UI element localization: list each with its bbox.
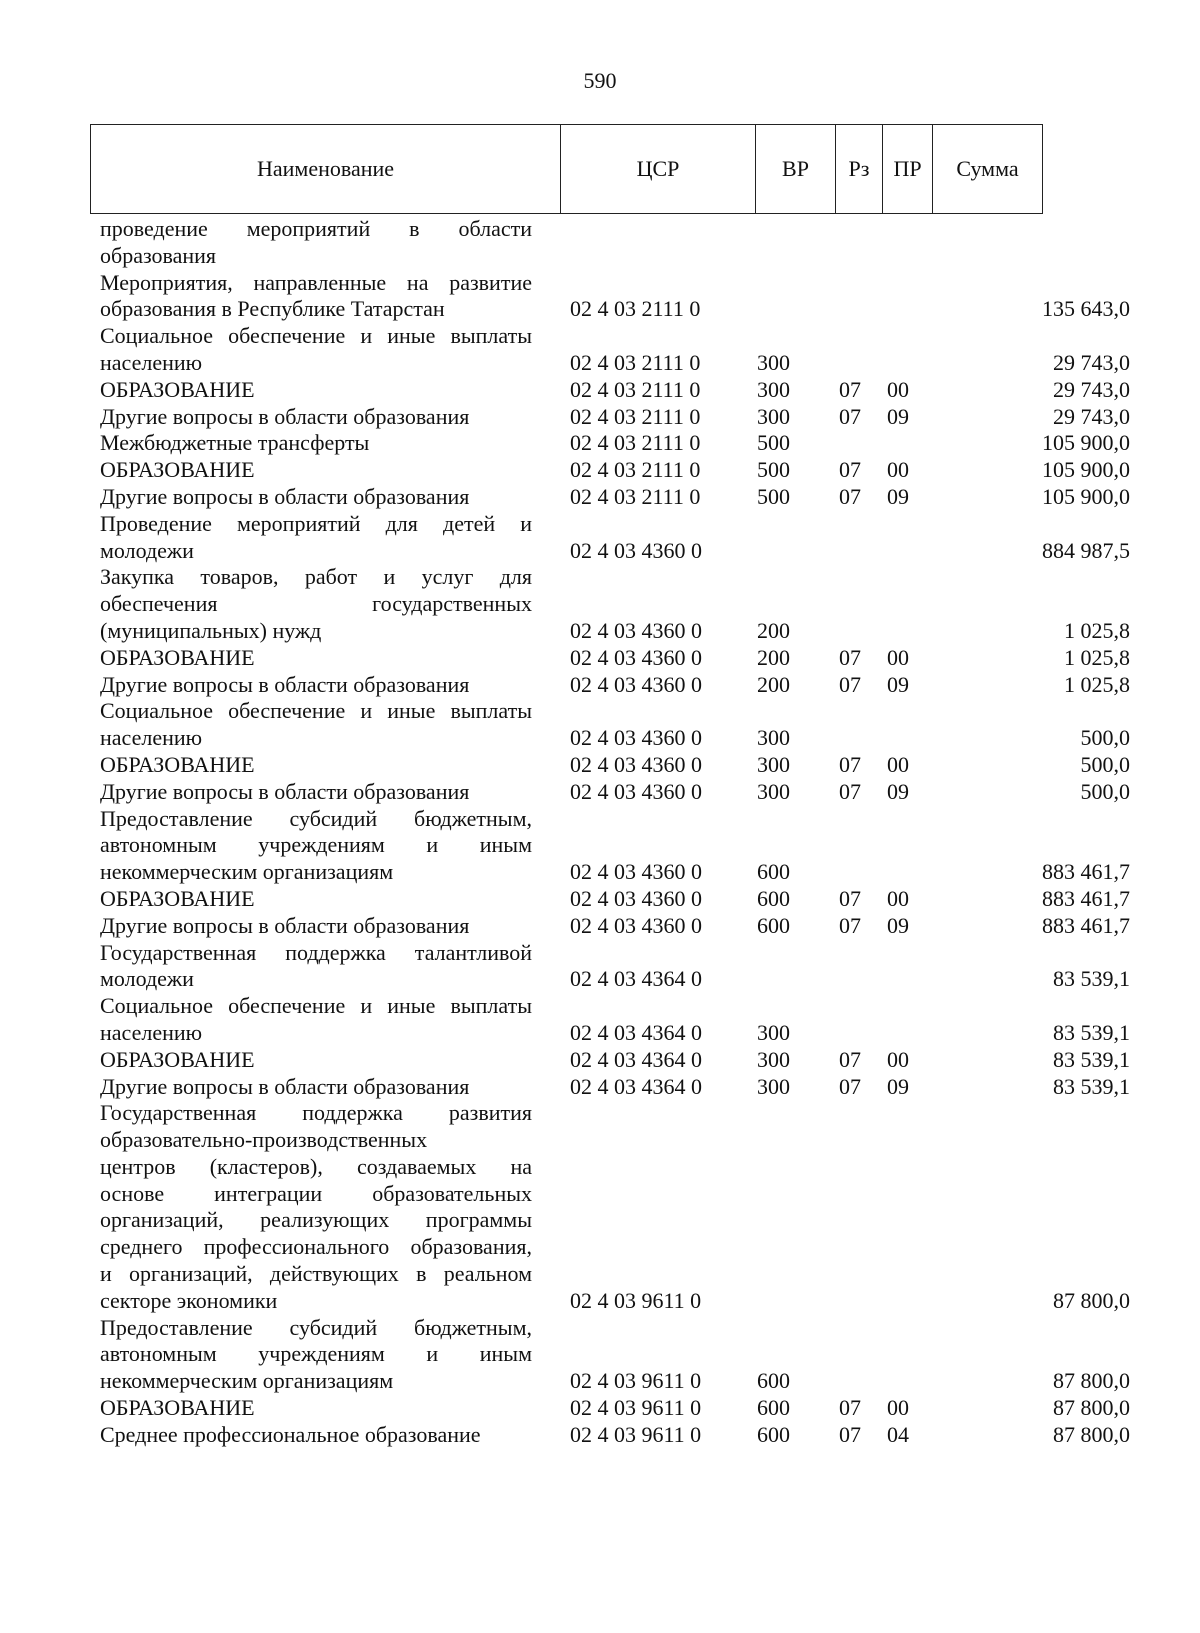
row-name-line: ОБРАЗОВАНИЕ [100, 376, 255, 402]
row-vr: 300 [757, 1046, 790, 1072]
spacer [532, 940, 570, 994]
row-vr [757, 216, 839, 270]
spacer [532, 1100, 570, 1314]
row-pr [887, 698, 1010, 752]
row-vr: 300 [757, 349, 790, 375]
row-csr: 02 4 03 4360 0 [570, 725, 702, 751]
row-rz [839, 940, 887, 994]
row-vr: 300 [757, 403, 790, 429]
table-row [100, 1422, 1130, 1449]
row-name-line: Социальное обеспечение и иные выплаты [100, 698, 532, 724]
row-rz [839, 430, 887, 457]
row-rz: 07 [839, 403, 861, 429]
row-name [100, 698, 532, 752]
row-csr: 02 4 03 4360 0 [570, 859, 702, 885]
table-header [90, 124, 1043, 214]
col-header-rz: Рз [836, 125, 883, 214]
row-csr: 02 4 03 9611 0 [570, 1395, 702, 1421]
spacer [532, 1315, 570, 1395]
row-sum: 29 743,0 [1053, 376, 1130, 402]
row-name [100, 564, 532, 644]
row-name-line: образовательно-производственных [100, 1127, 428, 1153]
spacer [532, 913, 570, 940]
row-name [100, 1047, 532, 1074]
table-row [100, 886, 1130, 913]
row-sum [1010, 216, 1130, 270]
row-name [100, 457, 532, 484]
row-rz: 07 [839, 751, 861, 777]
table-row [100, 993, 1130, 1047]
row-vr: 600 [757, 1368, 790, 1394]
row-name-line: (муниципальных) нужд [100, 617, 322, 643]
row-name [100, 645, 532, 672]
row-name-line: Другие вопросы в области образования [100, 912, 470, 938]
row-vr: 300 [757, 751, 790, 777]
row-csr: 02 4 03 4364 0 [570, 1019, 702, 1045]
spacer [532, 484, 570, 511]
row-rz [839, 270, 887, 324]
spacer [532, 672, 570, 699]
row-pr [887, 940, 1010, 994]
row-csr: 02 4 03 4360 0 [570, 778, 702, 804]
spacer [532, 216, 570, 270]
row-pr: 09 [887, 1073, 909, 1099]
row-name-line: автономным учреждениям и иным [100, 832, 532, 858]
row-rz [839, 511, 887, 565]
row-csr: 02 4 03 4364 0 [570, 966, 702, 992]
row-sum: 29 743,0 [1053, 349, 1130, 375]
row-csr: 02 4 03 4360 0 [570, 537, 702, 563]
row-name-line: среднего профессионального образования, [100, 1234, 532, 1260]
row-csr: 02 4 03 4360 0 [570, 885, 702, 911]
table-row [100, 484, 1130, 511]
row-sum: 83 539,1 [1053, 1046, 1130, 1072]
row-sum: 87 800,0 [1053, 1421, 1130, 1447]
row-name-line: секторе экономики [100, 1287, 278, 1313]
row-name-line: населению [100, 1019, 203, 1045]
spacer [532, 1422, 570, 1449]
row-pr: 09 [887, 671, 909, 697]
table-row [100, 564, 1130, 644]
col-header-pr: ПР [883, 125, 933, 214]
row-name-line: основе интеграции образовательных [100, 1180, 532, 1206]
row-sum: 500,0 [1080, 778, 1130, 804]
row-rz: 07 [839, 1073, 861, 1099]
row-vr: 600 [757, 885, 790, 911]
row-rz [839, 993, 887, 1047]
row-pr: 09 [887, 403, 909, 429]
row-rz: 07 [839, 457, 861, 483]
row-vr [757, 270, 839, 324]
row-name-line: Мероприятия, направленные на развитие [100, 269, 532, 295]
row-rz [839, 323, 887, 377]
row-pr: 09 [887, 778, 909, 804]
row-name-line: Проведение мероприятий для детей и [100, 510, 532, 536]
table-row [100, 270, 1130, 324]
row-pr: 00 [887, 376, 909, 402]
row-name [100, 993, 532, 1047]
row-name [100, 1422, 532, 1449]
table-row [100, 1395, 1130, 1422]
row-name-line: Другие вопросы в области образования [100, 403, 470, 429]
row-name-line: Другие вопросы в области образования [100, 1073, 470, 1099]
row-name [100, 806, 532, 886]
table-row [100, 940, 1130, 994]
row-csr: 02 4 03 2111 0 [570, 457, 701, 483]
row-pr: 00 [887, 1395, 909, 1421]
table-row [100, 1047, 1130, 1074]
page-number: 590 [583, 68, 617, 93]
row-sum: 883 461,7 [1042, 885, 1130, 911]
row-vr [757, 511, 839, 565]
row-pr [887, 216, 1010, 270]
spacer [532, 806, 570, 886]
row-sum: 83 539,1 [1053, 1073, 1130, 1099]
row-rz [839, 698, 887, 752]
row-name-line: ОБРАЗОВАНИЕ [100, 751, 255, 777]
row-sum: 105 900,0 [1042, 430, 1130, 456]
row-name-line: проведение мероприятий в области [100, 216, 532, 241]
row-rz [839, 1315, 887, 1395]
row-pr [887, 993, 1010, 1047]
spacer [532, 779, 570, 806]
row-pr: 00 [887, 644, 909, 670]
spacer [532, 404, 570, 431]
row-vr: 500 [757, 430, 790, 456]
row-sum: 500,0 [1080, 725, 1130, 751]
row-name [100, 940, 532, 994]
row-rz [839, 216, 887, 270]
col-header-csr: ЦСР [561, 125, 756, 214]
row-rz [839, 1100, 887, 1314]
row-name [100, 1074, 532, 1101]
row-sum: 135 643,0 [1042, 296, 1130, 322]
row-vr: 600 [757, 912, 790, 938]
row-rz [839, 564, 887, 644]
row-csr: 02 4 03 4360 0 [570, 617, 702, 643]
table-row [100, 698, 1130, 752]
row-vr: 200 [757, 617, 790, 643]
table-row [100, 645, 1130, 672]
table-row [100, 216, 1130, 270]
row-rz: 07 [839, 644, 861, 670]
row-name-line: автономным учреждениям и иным [100, 1341, 532, 1367]
table-row [100, 511, 1130, 565]
row-name-line: Межбюджетные трансферты [100, 430, 370, 456]
row-vr: 200 [757, 671, 790, 697]
row-csr: 02 4 03 2111 0 [570, 376, 701, 402]
spacer [532, 752, 570, 779]
row-pr: 00 [887, 885, 909, 911]
row-sum: 883 461,7 [1042, 859, 1130, 885]
row-rz: 07 [839, 912, 861, 938]
row-sum: 87 800,0 [1053, 1395, 1130, 1421]
row-name-line: ОБРАЗОВАНИЕ [100, 644, 255, 670]
row-csr: 02 4 03 4364 0 [570, 1046, 702, 1072]
row-name-line: некоммерческим организациям [100, 859, 394, 885]
row-sum: 884 987,5 [1042, 537, 1130, 563]
row-rz: 07 [839, 483, 861, 509]
row-sum: 83 539,1 [1053, 966, 1130, 992]
row-vr: 500 [757, 483, 790, 509]
spacer [532, 323, 570, 377]
row-sum: 87 800,0 [1053, 1287, 1130, 1313]
row-csr: 02 4 03 9611 0 [570, 1421, 702, 1447]
row-pr: 04 [887, 1421, 909, 1447]
row-rz: 07 [839, 778, 861, 804]
row-name-line: и организаций, действующих в реальном [100, 1261, 532, 1287]
row-pr [887, 511, 1010, 565]
row-name-line: ОБРАЗОВАНИЕ [100, 1046, 255, 1072]
row-name [100, 511, 532, 565]
row-name [100, 323, 532, 377]
spacer [532, 1047, 570, 1074]
row-name [100, 377, 532, 404]
row-name [100, 886, 532, 913]
row-rz: 07 [839, 1421, 861, 1447]
row-vr [757, 1100, 839, 1314]
row-pr: 09 [887, 483, 909, 509]
row-name-line: обеспечения государственных [100, 591, 532, 617]
row-sum: 1 025,8 [1064, 617, 1130, 643]
row-name [100, 484, 532, 511]
row-pr [887, 564, 1010, 644]
spacer [532, 645, 570, 672]
row-name-line: ОБРАЗОВАНИЕ [100, 885, 255, 911]
spacer [532, 564, 570, 644]
row-vr: 600 [757, 1421, 790, 1447]
row-name [100, 216, 532, 270]
row-name-line: Предоставление субсидий бюджетным, [100, 805, 532, 831]
row-name-line: некоммерческим организациям [100, 1368, 394, 1394]
row-pr [887, 1100, 1010, 1314]
col-header-sum: Сумма [933, 125, 1043, 214]
row-csr: 02 4 03 4360 0 [570, 644, 702, 670]
row-name [100, 1315, 532, 1395]
row-pr: 00 [887, 751, 909, 777]
row-name-line: ОБРАЗОВАНИЕ [100, 1395, 255, 1421]
row-name-line: Закупка товаров, работ и услуг для [100, 564, 532, 590]
row-csr: 02 4 03 4360 0 [570, 751, 702, 777]
table-row [100, 404, 1130, 431]
table-row [100, 672, 1130, 699]
spacer [532, 270, 570, 324]
spacer [532, 377, 570, 404]
row-name-line: Государственная поддержка развития [100, 1100, 532, 1126]
row-sum: 105 900,0 [1042, 457, 1130, 483]
row-sum: 29 743,0 [1053, 403, 1130, 429]
row-name-line: населению [100, 725, 203, 751]
table-row [100, 430, 1130, 457]
spacer [532, 457, 570, 484]
col-header-name: Наименование [91, 125, 561, 214]
row-vr: 300 [757, 725, 790, 751]
row-pr [887, 430, 1010, 457]
spacer [532, 1395, 570, 1422]
row-csr: 02 4 03 9611 0 [570, 1368, 702, 1394]
row-pr: 00 [887, 1046, 909, 1072]
table-row [100, 779, 1130, 806]
row-name-line: ОБРАЗОВАНИЕ [100, 457, 255, 483]
col-header-vr: ВР [756, 125, 836, 214]
row-rz: 07 [839, 885, 861, 911]
row-sum: 1 025,8 [1064, 644, 1130, 670]
row-name [100, 1395, 532, 1422]
row-sum: 1 025,8 [1064, 671, 1130, 697]
row-csr: 02 4 03 4360 0 [570, 671, 702, 697]
table-row [100, 806, 1130, 886]
row-rz: 07 [839, 376, 861, 402]
row-vr: 600 [757, 1395, 790, 1421]
row-name [100, 404, 532, 431]
row-rz: 07 [839, 671, 861, 697]
row-vr: 500 [757, 457, 790, 483]
row-name [100, 672, 532, 699]
row-pr [887, 806, 1010, 886]
row-vr: 300 [757, 1073, 790, 1099]
row-csr: 02 4 03 4360 0 [570, 912, 702, 938]
row-name-line: Другие вопросы в области образования [100, 483, 470, 509]
row-name-line: центров (кластеров), создаваемых на [100, 1153, 532, 1179]
row-name-line: молодежи [100, 537, 194, 563]
table-row [100, 913, 1130, 940]
spacer [532, 698, 570, 752]
spacer [532, 511, 570, 565]
row-rz: 07 [839, 1395, 861, 1421]
row-sum: 87 800,0 [1053, 1368, 1130, 1394]
row-pr: 00 [887, 457, 909, 483]
table-row [100, 323, 1130, 377]
row-csr: 02 4 03 9611 0 [570, 1287, 702, 1313]
row-pr [887, 323, 1010, 377]
spacer [532, 1074, 570, 1101]
row-csr: 02 4 03 2111 0 [570, 483, 701, 509]
row-vr: 300 [757, 778, 790, 804]
table-row [100, 457, 1130, 484]
row-csr: 02 4 03 4364 0 [570, 1073, 702, 1099]
row-name [100, 1100, 532, 1314]
row-name [100, 430, 532, 457]
row-name-line: населению [100, 349, 203, 375]
row-pr: 09 [887, 912, 909, 938]
row-vr: 600 [757, 859, 790, 885]
row-name [100, 779, 532, 806]
row-name-line: молодежи [100, 966, 194, 992]
row-sum: 883 461,7 [1042, 912, 1130, 938]
row-vr [757, 940, 839, 994]
row-vr: 300 [757, 1019, 790, 1045]
row-sum: 105 900,0 [1042, 483, 1130, 509]
row-pr [887, 270, 1010, 324]
row-name-line: организаций, реализующих программы [100, 1207, 532, 1233]
row-csr: 02 4 03 2111 0 [570, 349, 701, 375]
budget-table [100, 216, 1130, 1449]
row-vr: 300 [757, 376, 790, 402]
table-row [100, 377, 1130, 404]
spacer [532, 886, 570, 913]
row-name [100, 270, 532, 324]
row-pr [887, 1315, 1010, 1395]
table-row [100, 1315, 1130, 1395]
row-sum: 83 539,1 [1053, 1019, 1130, 1045]
table-row [100, 1074, 1130, 1101]
spacer [532, 993, 570, 1047]
row-name-line: образования [100, 242, 217, 268]
spacer [532, 430, 570, 457]
row-name-line: Социальное обеспечение и иные выплаты [100, 993, 532, 1019]
row-name-line: Предоставление субсидий бюджетным, [100, 1314, 532, 1340]
row-vr: 200 [757, 644, 790, 670]
row-name [100, 752, 532, 779]
row-name [100, 913, 532, 940]
row-name-line: Другие вопросы в области образования [100, 671, 470, 697]
row-name-line: образования в Республике Татарстан [100, 296, 445, 322]
row-name-line: Другие вопросы в области образования [100, 778, 470, 804]
row-csr: 02 4 03 2111 0 [570, 403, 701, 429]
row-name-line: Социальное обеспечение и иные выплаты [100, 323, 532, 349]
row-rz: 07 [839, 1046, 861, 1072]
row-name-line: Среднее профессиональное образование [100, 1421, 481, 1447]
row-name-line: Государственная поддержка талантливой [100, 939, 532, 965]
row-rz [839, 806, 887, 886]
row-csr: 02 4 03 2111 0 [570, 430, 701, 456]
row-sum: 500,0 [1080, 751, 1130, 777]
table-row [100, 752, 1130, 779]
table-row [100, 1100, 1130, 1314]
row-csr: 02 4 03 2111 0 [570, 296, 701, 322]
row-csr [570, 216, 757, 270]
